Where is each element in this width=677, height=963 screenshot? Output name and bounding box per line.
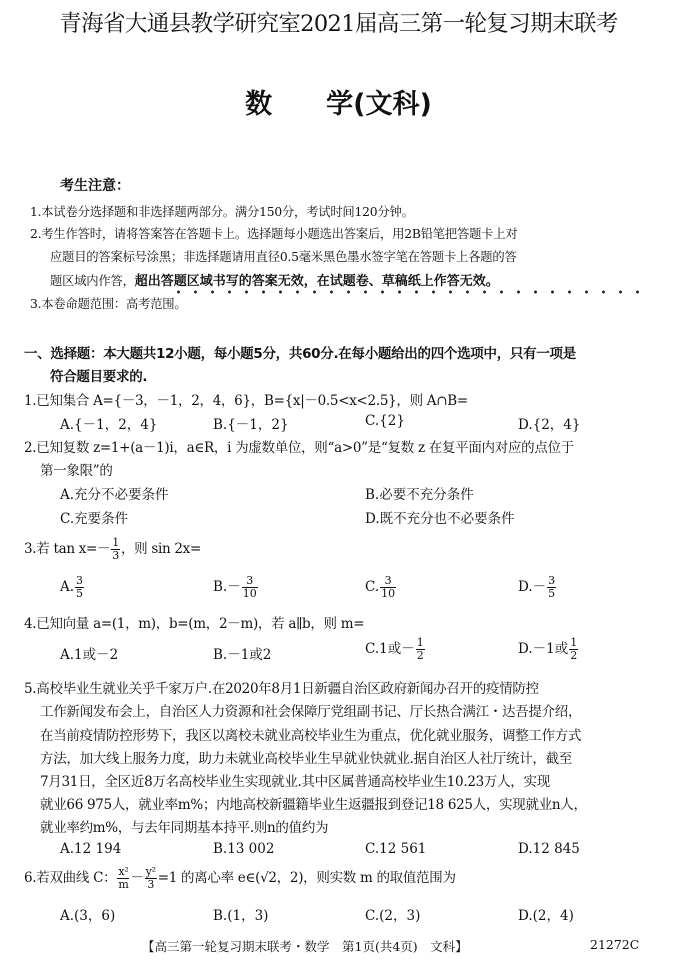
q4-option-d-label: D.－1或 <box>518 641 569 657</box>
q3-stem-b: ，则 sin 2x= <box>120 541 202 557</box>
q6-fraction-y <box>145 866 157 891</box>
notice-emphasis: 超出答题区域书写的答案无效，在试题卷、草稿纸上作答无效。 <box>134 274 499 289</box>
q3-fraction <box>111 537 120 562</box>
q2-stem: 2.已知复数 z=1+(a－1)i，a∈R，i 为虚数单位，则“a>0”是“复数 z 在复平面内对应的点位于 <box>24 440 574 456</box>
q5-line-7: 就业率约m%，与去年同期基本持平.则n的值约为 <box>40 820 329 836</box>
q3-denominator: 3 <box>112 549 119 562</box>
section-heading-2: 符合题目要求的. <box>50 369 148 385</box>
denominator: 5 <box>548 587 556 600</box>
q2-option-d: D.既不充分也不必要条件 <box>365 511 515 527</box>
q3-option-b-fraction <box>242 575 258 600</box>
denominator: 3 <box>147 878 155 891</box>
section-heading: 一、选择题：本大题共12小题，每小题5分，共60分.在每小题给出的四个选项中，只有一项是 <box>24 346 576 362</box>
q3-option-d-fraction <box>547 575 556 600</box>
q2-stem-2: 第一象限”的 <box>40 463 113 479</box>
q3-stem <box>24 537 201 562</box>
q6-stem-b: =1 的离心率 e∈(√2，2)，则实数 m 的取值范围为 <box>157 870 456 886</box>
numerator: 1 <box>416 636 424 649</box>
q6-stem <box>24 866 456 891</box>
exam-code: 21272C <box>590 937 640 952</box>
denominator: 2 <box>570 649 578 662</box>
q5-line-2: 工作新闻发布会上，自治区人力资源和社会保障厅党组副书记、厅长热合满江・达吾提介绍， <box>40 704 582 720</box>
q6-fraction-x <box>117 866 129 891</box>
q1-stem: 1.已知集合 A={－3，－1，2，4，6}，B={x|－0.5<x<2.5}，则 A∩B= <box>24 393 468 409</box>
q3-option-b-label: B.－ <box>213 579 241 595</box>
q3-option-d <box>518 575 557 600</box>
q3-option-a <box>60 575 85 600</box>
q1-option-b: B.{－1，2} <box>213 417 289 433</box>
denominator: 2 <box>416 649 424 662</box>
numerator: x² <box>118 865 129 878</box>
q1-option-c: C.{2} <box>365 413 405 429</box>
q1-option-a: A.{－1，2，4} <box>60 417 158 433</box>
q3-option-c-label: C. <box>365 579 380 595</box>
q6-option-b: B.(1，3) <box>213 908 269 924</box>
q5-option-d: D.12 845 <box>518 841 580 857</box>
numerator: 3 <box>380 575 396 588</box>
q6-minus: － <box>130 870 144 886</box>
numerator: 3 <box>242 575 258 588</box>
q4-option-d <box>518 637 579 662</box>
q3-numerator: 1 <box>112 536 119 549</box>
q3-option-c-fraction <box>380 575 396 600</box>
q2-option-b: B.必要不充分条件 <box>365 487 474 503</box>
notice-line-4-text: 题区域内作答， <box>50 274 135 288</box>
subject-title: 数 学(文科) <box>245 89 432 120</box>
denominator: 10 <box>242 587 257 600</box>
q3-option-c <box>365 575 397 600</box>
notice-line-2: 2.考生作答时，请将答案答在答题卡上。选择题每小题选出答案后，用2B铅笔把答题卡上对 <box>30 227 518 241</box>
q3-stem-a: 3.若 tan x=－ <box>24 541 111 557</box>
denominator: m <box>118 878 129 891</box>
numerator: 3 <box>548 574 556 587</box>
q3-option-a-label: A. <box>60 579 75 595</box>
q3-option-b <box>213 575 259 600</box>
notice-line-4 <box>50 270 499 289</box>
exam-title: 青海省大通县教学研究室2021届高三第一轮复习期末联考 <box>59 11 618 37</box>
q5-line-4: 方法，加大线上服务力度，助力未就业高校毕业生早就业快就业.据自治区人社厅统计，截至 <box>40 751 572 767</box>
q4-option-c <box>365 637 426 662</box>
q3-option-a-fraction <box>75 575 84 600</box>
numerator: 3 <box>76 574 84 587</box>
q5-line-1: 5.高校毕业生就业关乎千家万户.在2020年8月1日新疆自治区政府新闻办召开的疫情防控 <box>24 681 539 697</box>
q3-option-d-label: D.－ <box>518 579 547 595</box>
q6-stem-a: 6.若双曲线 C： <box>24 870 117 886</box>
page-footer: 【高三第一轮复习期末联考・数学 第1页(共4页) 文科】 <box>142 939 468 954</box>
q5-option-a: A.12 194 <box>60 841 122 857</box>
q4-option-a: A.1或－2 <box>60 647 119 663</box>
denominator: 5 <box>76 587 84 600</box>
q6-option-a: A.(3，6) <box>60 908 116 924</box>
notice-line-3: 应题目的答案标号涂黑；非选择题请用直径0.5毫米黑色墨水签字笔在答题卡上各题的答 <box>50 250 517 264</box>
q2-option-c: C.充要条件 <box>60 511 129 527</box>
denominator: 10 <box>381 587 396 600</box>
notice-line-5: 3.本卷命题范围：高考范围。 <box>30 297 187 311</box>
notice-heading: 考生注意： <box>60 178 130 194</box>
q5-option-b: B.13 002 <box>213 841 275 857</box>
q5-line-3: 在当前疫情防控形势下，我区以离校未就业高校毕业生为重点，优化就业服务，调整工作方式 <box>40 728 582 744</box>
q4-option-b: B.－1或2 <box>213 647 272 663</box>
numerator: y² <box>145 865 156 878</box>
q5-option-c: C.12 561 <box>365 841 427 857</box>
numerator: 1 <box>570 636 578 649</box>
q6-option-d: D.(2，4) <box>518 908 574 924</box>
emphasis-dots <box>170 290 640 294</box>
q2-option-a: A.充分不必要条件 <box>60 487 169 503</box>
q6-option-c: C.(2，3) <box>365 908 421 924</box>
q5-line-5: 7月31日，全区近8万名高校毕业生实现就业.其中区属普通高校毕业生10.23万人，实现 <box>40 774 550 790</box>
notice-line-1: 1.本试卷分选择题和非选择题两部分。满分150分，考试时间120分钟。 <box>30 205 414 219</box>
q5-line-6: 就业66 975人，就业率m%；内地高校新疆籍毕业生返疆报到登记18 625人，实现就业n人， <box>40 797 587 813</box>
q4-stem: 4.已知向量 a=(1，m)，b=(m，2－m)，若 a∥b，则 m= <box>24 616 365 632</box>
q4-option-c-label: C.1或－ <box>365 641 415 657</box>
q4-option-c-fraction <box>416 637 425 662</box>
q4-option-d-fraction <box>569 637 578 662</box>
q1-option-d: D.{2，4} <box>518 417 581 433</box>
